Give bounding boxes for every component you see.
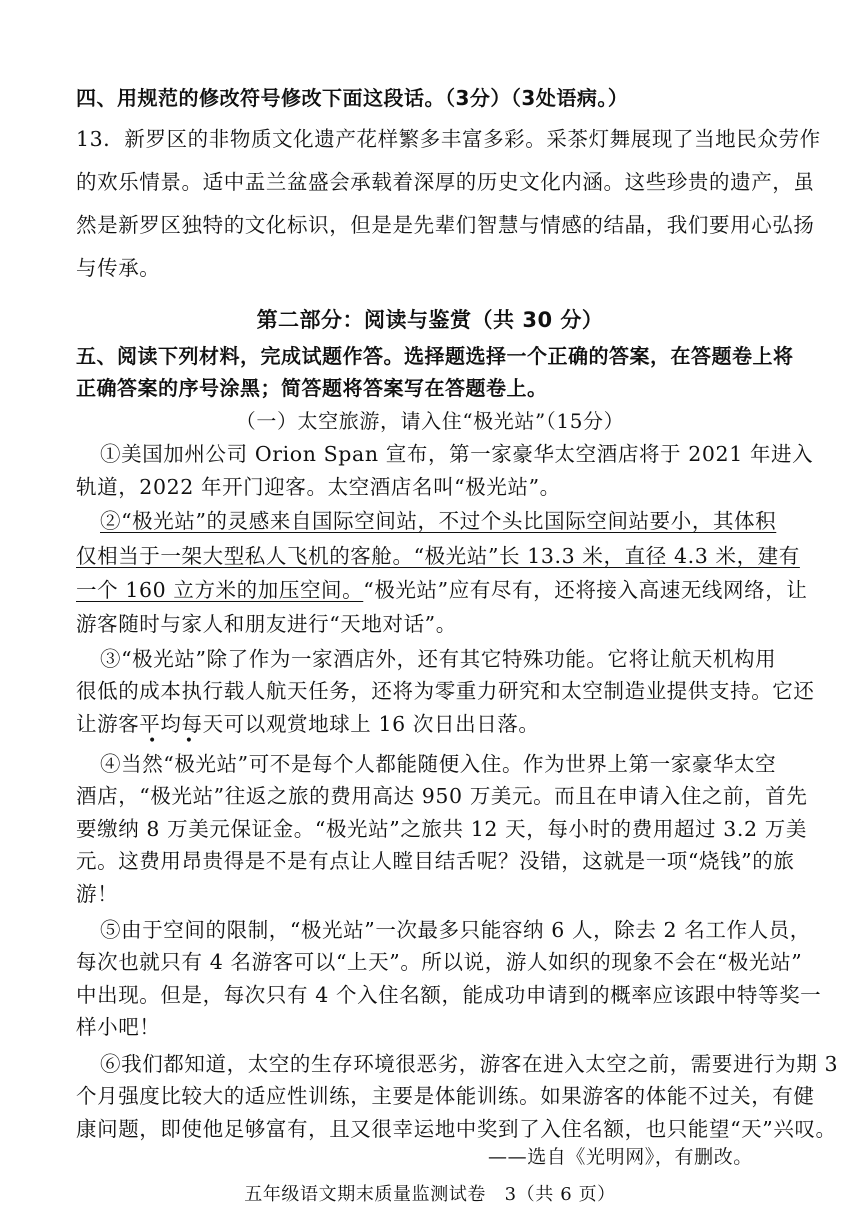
p4-line-2: 酒店，“极光站”往返之旅的费用高达 950 万美元。而且在申请入住之前，首先 xyxy=(76,784,808,808)
p1-line-2: 轨道，2022 年开门迎客。太空酒店名叫“极光站”。 xyxy=(76,475,561,499)
p2-rest-1: “极光站”应有尽有，还将接入高速无线网络，让 xyxy=(363,578,808,602)
p3-line-1: ③“极光站”除了作为一家酒店外，还有其它特殊功能。它将让航天机构用 xyxy=(100,647,777,671)
p4-line-5: 游！ xyxy=(76,882,119,906)
passage-title: （一）太空旅游，请入住“极光站”（15分） xyxy=(235,409,625,433)
p4-line-4: 元。这费用昂贵得是不是有点让人瞠目结舌呢？没错，这就是一项“烧钱”的旅 xyxy=(76,849,795,873)
part2-title: 第二部分：阅读与鉴赏（共 30 分） xyxy=(256,308,604,332)
p5-line-4: 样小吧！ xyxy=(76,1015,161,1039)
p6-line-3: 康问题，即使他足够富有，且又很幸运地中奖到了入住名额，也只能望“天”兴叹。 xyxy=(76,1117,837,1141)
q13-line-2: 的欢乐情景。适中盂兰盆盛会承载着深厚的历史文化内涵。这些珍贵的遗产，虽 xyxy=(76,170,815,194)
p5-line-1: ⑤由于空间的限制，“极光站”一次最多只能容纳 6 人，除去 2 名工作人员， xyxy=(100,918,811,942)
emphasis-dots: • • xyxy=(148,733,205,749)
p6-line-1: ⑥我们都知道，太空的生存环境很恶劣，游客在进入太空之前，需要进行为期 3 xyxy=(100,1052,839,1076)
p5-line-2: 每次也就只有 4 名游客可以“上天”。所以说，游人如织的现象不会在“极光站” xyxy=(76,950,803,974)
source-citation: ——选自《光明网》，有删改。 xyxy=(488,1146,753,1168)
p2-underlined-2: 仅相当于一架大型私人飞机的客舱。“极光站”长 13.3 米，直径 4.3 米，建有 xyxy=(76,544,800,568)
q13-line-3: 然是新罗区独特的文化标识，但是是先辈们智慧与情感的结晶，我们要用心弘扬 xyxy=(76,213,815,237)
instruction-line-2: 正确答案的序号涂黑；简答题将答案写在答题卷上。 xyxy=(76,376,548,400)
p6-line-2: 个月强度比较大的适应性训练，主要是体能训练。如果游客的体能不过关，有健 xyxy=(76,1084,815,1108)
section4-heading: 四、用规范的修改符号修改下面这段话。（3分）（3处语病。） xyxy=(76,86,629,110)
p3-line-3: 让游客平均每天可以观赏地球上 16 次日出日落。 xyxy=(76,712,540,736)
p2-rest-2: 游客随时与家人和朋友进行“天地对话”。 xyxy=(76,612,457,636)
p1-line-1: ①美国加州公司 Orion Span 宣布，第一家豪华太空酒店将于 2021 年进入 xyxy=(100,442,814,466)
p4-line-3: 要缴纳 8 万美元保证金。“极光站”之旅共 12 天，每小时的费用超过 3.2 万美 xyxy=(76,817,807,841)
page-footer: 五年级语文期末质量监测试卷 3（共 6 页） xyxy=(244,1184,616,1205)
p3-line-2: 很低的成本执行载人航天任务，还将为零重力研究和太空制造业提供支持。它还 xyxy=(76,679,815,703)
p5-line-3: 中出现。但是，每次只有 4 个入住名额，能成功申请到的概率应该跟中特等奖一 xyxy=(76,983,822,1007)
p2-underlined-3: 一个 160 立方米的加压空间。 xyxy=(76,578,364,602)
p2-underlined-1: ②“极光站”的灵感来自国际空间站，不过个头比国际空间站要小，其体积 xyxy=(100,509,777,533)
q13-line-4: 与传承。 xyxy=(76,256,161,280)
p4-line-1: ④当然“极光站”可不是每个人都能随便入住。作为世界上第一家豪华太空 xyxy=(100,752,777,776)
instruction-line-1: 五、阅读下列材料，完成试题作答。选择题选择一个正确的答案，在答题卷上将 xyxy=(76,344,794,368)
q13-line-1: 13．新罗区的非物质文化遗产花样繁多丰富多彩。采茶灯舞展现了当地民众劳作 xyxy=(76,127,821,151)
